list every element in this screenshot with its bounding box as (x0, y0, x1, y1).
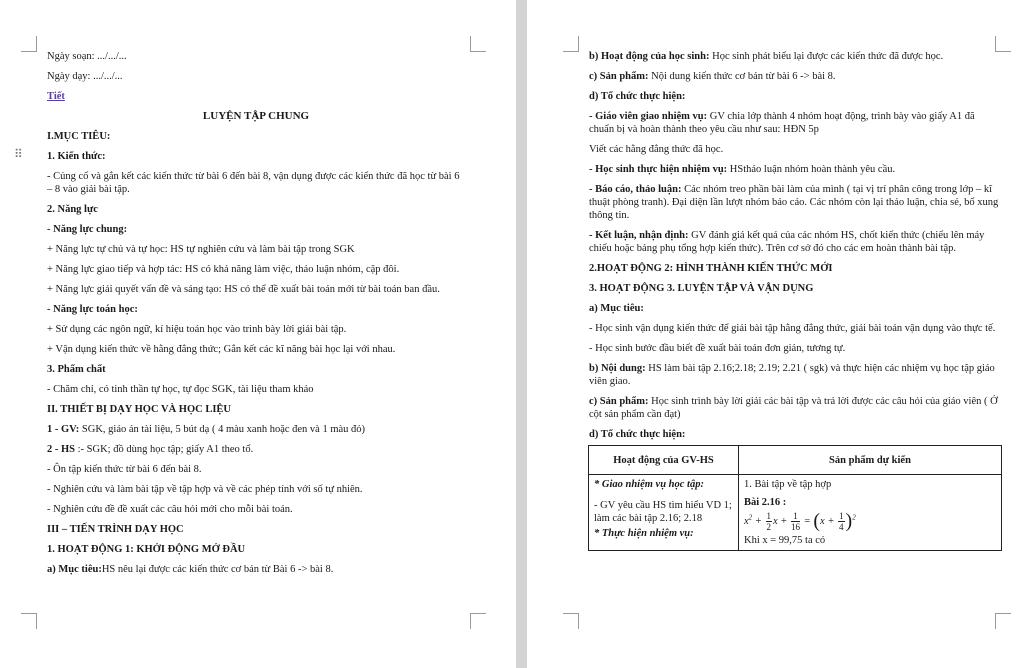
document-page-left (0, 0, 516, 668)
crop-mark (995, 613, 1011, 629)
competence-item: + Năng lực giao tiếp và hợp tác: HS có khả năng làm việc, thảo luận nhóm, cặp đôi. (47, 264, 400, 275)
activity-1-heading: 1. HOẠT ĐỘNG 1: KHỞI ĐỘNG MỞ ĐẦU (47, 544, 246, 555)
page-right-content (589, 50, 1002, 551)
header-expected-product: Sản phẩm dự kiến (739, 446, 1002, 475)
activity-2-heading: 2.HOẠT ĐỘNG 2: HÌNH THÀNH KIẾN THỨC MỚI (589, 263, 833, 274)
student-equipment-text: :- SGK; đồ dùng học tập; giấy A1 theo tổ. (75, 444, 254, 455)
competence-item: + Năng lực tự chủ và tự học: HS tự nghiên cứu và làm bài tập trong SGK (47, 244, 355, 255)
competence-item: + Sử dụng các ngôn ngữ, kí hiệu toán học vào trình bày lời giải bài tập. (47, 324, 347, 335)
student-label: 2 - HS (47, 444, 76, 455)
student-prep-item: - Nghiên cứu và làm bài tập về tập hợp và về các phép tính với số tự nhiên. (47, 484, 363, 495)
document-title: LUYỆN TẬP CHUNG (202, 110, 310, 122)
crop-mark (21, 613, 37, 629)
goal-heading: a) Mục tiêu: (589, 303, 644, 314)
teacher-task-text: GV chia lớp thành 4 nhóm hoạt động, trình bày vào giấy A1 đã chuẩn bị và hoàn thành theo yêu cầu như sau: HĐN 5p (589, 111, 975, 135)
knowledge-text: - Củng cố và gắn kết các kiến thức từ bài 6 đến bài 8, vận dụng được các kiến thức đã học từ bài 6 – 8 vào giải bài tập. (47, 171, 460, 195)
table-row (589, 475, 1002, 551)
qualities-text: - Chăm chỉ, có tinh thần tự học, tự đọc SGK, tài liệu tham khảo (47, 384, 314, 395)
task-request: - GV yêu cầu HS tìm hiểu VD 1; làm các bài tập 2.16; 2.18 (594, 500, 732, 524)
crop-mark (563, 613, 579, 629)
header-teacher-student: Hoạt động của GV-HS (589, 446, 739, 475)
competence-item: + Năng lực giải quyết vấn đề và sáng tạo: HS có thể đề xuất bài toán mới từ bài toán ban đầu. (47, 284, 440, 295)
teacher-equipment (47, 423, 465, 436)
report-text: Các nhóm treo phần bài làm của mình ( tại vị trí phân công trong lớp – kĩ thuật phòng tranh). Đại diện lần lượt nhóm báo cáo. Các nhóm còn lại thảo luận, chia sẻ, bổ xung thông tin. (589, 184, 999, 221)
section-objectives: I.MỤC TIÊU: (47, 131, 111, 142)
activity-table (588, 445, 1002, 551)
date-teach: Ngày dạy: .../.../... (47, 71, 123, 82)
heading-general-competence: - Năng lực chung: (47, 224, 128, 235)
product (589, 70, 1002, 83)
task-perform: * Thực hiện nhiệm vụ: (594, 528, 694, 539)
competence-item: + Vận dụng kiến thức về hằng đẳng thức; Gắn kết các kĩ năng bài học lại với nhau. (47, 344, 396, 355)
goal-text: HS nêu lại được các kiến thức cơ bản từ Bài 6 -> bài 8. (101, 564, 334, 575)
student-do-text: HSthảo luận nhóm hoàn thành yêu cầu. (727, 164, 896, 175)
student-do-label: - Học sinh thực hiện nhiệm vụ: (589, 164, 728, 175)
student-activity (589, 50, 1002, 63)
teacher-equipment-text: SGK, giáo án tài liệu, 5 bút dạ ( 4 màu xanh hoặc đen và 1 màu đỏ) (79, 424, 366, 435)
product-2-text: Học sinh trình bày lời giải các bài tập và trả lời được các câu hỏi của giáo viên ( Ở cột sản phẩm cần đạt) (589, 396, 998, 420)
crop-mark (563, 36, 579, 52)
teacher-task-label: - Giáo viên giao nhiệm vụ: (589, 111, 708, 122)
heading-qualities: 3. Phẩm chất (47, 364, 106, 375)
teacher-label: 1 - GV: (47, 424, 80, 435)
section-process: III – TIẾN TRÌNH DẠY HỌC (47, 524, 184, 535)
organization-2-heading: d) Tổ chức thực hiện: (589, 429, 686, 440)
teacher-task (589, 110, 1002, 136)
exercise-set: 1. Bài tập về tập hợp (744, 479, 832, 490)
write-identities: Viết các hằng đẳng thức đã học. (589, 144, 724, 155)
content-label: b) Nội dung: (589, 363, 646, 374)
report-label: - Báo cáo, thảo luận: (589, 184, 682, 195)
crop-mark (21, 36, 37, 52)
date-prepare: Ngày soạn: .../.../... (47, 51, 127, 62)
substitute-x: Khi x = 99,75 ta có (744, 535, 826, 546)
heading-knowledge: 1. Kiến thức: (47, 151, 106, 162)
activity-1-goal (47, 563, 465, 576)
lesson-link[interactable]: Tiết (47, 91, 65, 102)
content (589, 362, 1002, 388)
exercise-2-16: Bài 2.16 : (744, 497, 787, 508)
product-cell (739, 475, 1002, 551)
goal-label: a) Mục tiêu: (47, 564, 102, 575)
task-assign: * Giao nhiệm vụ học tập: (594, 479, 704, 490)
conclusion-label: - Kết luận, nhận định: (589, 230, 689, 241)
activity-3-heading: 3. HOẠT ĐỘNG 3. LUYỆN TẬP VÀ VẬN DỤNG (589, 283, 814, 294)
teacher-cell (589, 475, 739, 551)
page-left-content (47, 50, 465, 583)
crop-mark (470, 36, 486, 52)
section-equipment: II. THIẾT BỊ DẠY HỌC VÀ HỌC LIỆU (47, 404, 231, 415)
page-gutter (516, 0, 527, 668)
student-activity-label: b) Hoạt động của học sinh: (589, 51, 710, 62)
organization-heading: d) Tổ chức thực hiện: (589, 91, 686, 102)
conclusion (589, 229, 1002, 255)
product-2-label: c) Sản phẩm: (589, 396, 649, 407)
student-do (589, 163, 1002, 176)
crop-mark (470, 613, 486, 629)
student-prep-item: - Ôn tập kiến thức từ bài 6 đến bài 8. (47, 464, 202, 475)
goal-item: - Học sinh vận dụng kiến thức để giải bài tập hằng đẳng thức, giải bài toán vận dụng vào thực tế. (589, 323, 996, 334)
product-2 (589, 395, 1002, 421)
table-header-row (589, 446, 1002, 475)
content-text: HS làm bài tập 2.16;2.18; 2.19; 2.21 ( sgk) và thực hiện các nhiệm vụ học tập giáo viên giao. (589, 363, 995, 387)
product-text: Nội dung kiến thức cơ bản từ bài 6 -> bài 8. (648, 71, 836, 82)
conclusion-text: GV đánh giá kết quả của các nhóm HS, chốt kiến thức (chiếu lên máy chiếu hoặc bảng phụ tổng hợp kiến thức). Trên cơ sở đó cho các em hoàn thành bài tập. (589, 230, 985, 254)
student-equipment (47, 443, 465, 456)
student-activity-text: Học sinh phát biểu lại được các kiến thức đã được học. (709, 51, 944, 62)
student-prep-item: - Nghiên cứu đề đề xuất các câu hỏi mới cho mỗi bài toán. (47, 504, 293, 515)
heading-competence: 2. Năng lực (47, 204, 98, 215)
heading-math-competence: - Năng lực toán học: (47, 304, 138, 315)
goal-item: - Học sinh bước đầu biết đề xuất bài toán đơn giản, tương tự. (589, 343, 846, 354)
product-label: c) Sản phẩm: (589, 71, 649, 82)
document-page-right (527, 0, 1035, 668)
identity-formula: $x^2$ + $\frac{1}{2}$ x + $\frac{1}{16}$ = (x + $\frac{1}{4}$ )$^2$ (744, 510, 856, 532)
table-move-handle-icon[interactable]: ⠿ (14, 147, 23, 161)
report (589, 183, 1002, 222)
